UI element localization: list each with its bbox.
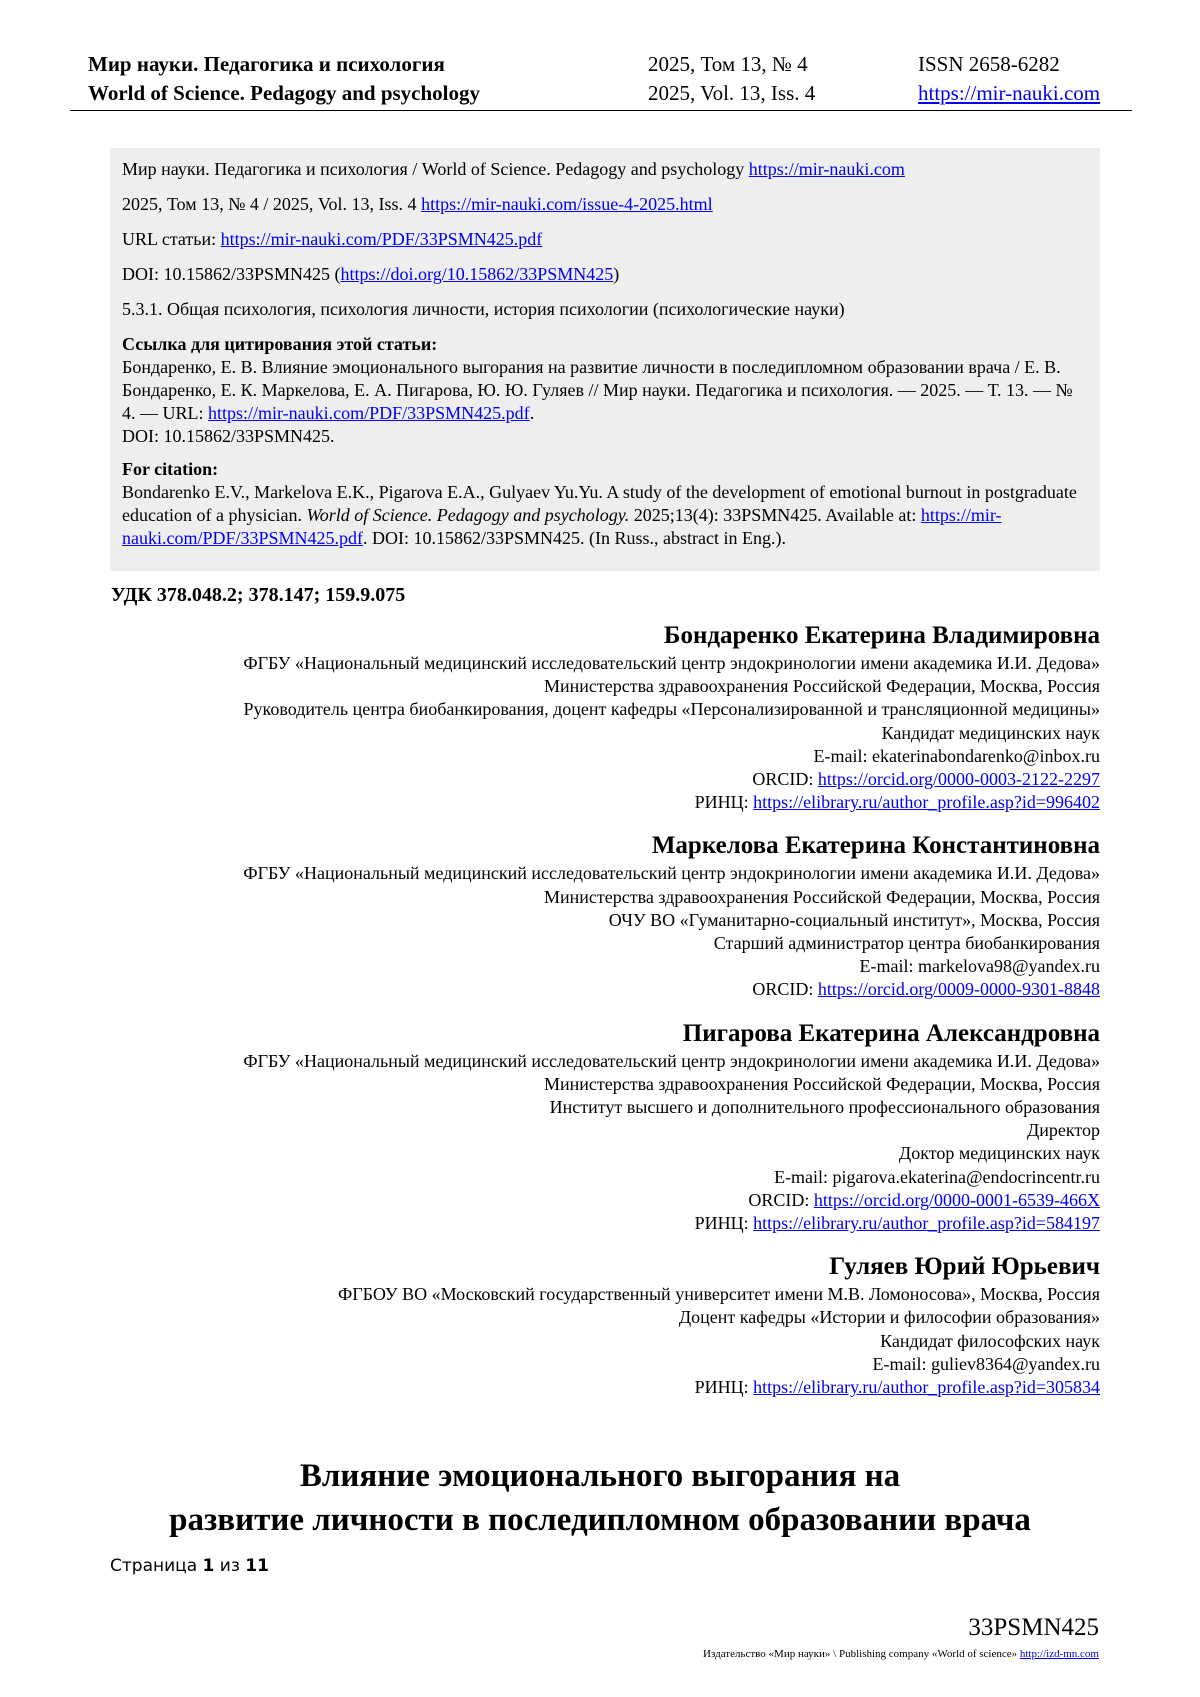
author-name: Пигарова Екатерина Александровна (682, 1019, 1100, 1047)
author-name: Гуляев Юрий Юрьевич (829, 1253, 1100, 1281)
info-issue-line: 2025, Том 13, № 4 / 2025, Vol. 13, Iss. 4 https://mir-nauki.com/issue-4-2025.html (122, 194, 713, 214)
author-bondarenko (100, 620, 1100, 814)
author-name: Бондаренко Екатерина Владимировна (663, 622, 1100, 649)
citation-ru-heading: Ссылка для цитирования этой статьи: (122, 334, 438, 354)
author-position: Директор (1026, 1120, 1100, 1141)
author-degree: Кандидат медицинских наук (881, 722, 1100, 743)
author-email: E-mail: ekaterinabondarenko@inbox.ru (813, 745, 1100, 766)
article-title-line: развитие личности в последипломном образовании врача (169, 1502, 1031, 1538)
citation-en-heading: For citation: (122, 459, 219, 479)
citation-en: For citation: Bondarenko E.V., Markelova E.K., Pigarova E.A., Gulyaev Yu.Yu. A study of the development of emotional burnout in postgraduate education of a physician. World of Science. Pedagogy and psychology. 2025;13(4): 33PSMN425. Available at: https://mir-nauki.com/PDF/33PSMN425.pdf. DOI: 10.15862/33PSMN425. (In Russ., abstract in Eng.). (122, 459, 1077, 548)
info-issue-link[interactable]: https://mir-nauki.com/issue-4-2025.html (421, 194, 713, 214)
author-email: E-mail: guliev8364@yandex.ru (872, 1353, 1100, 1374)
issue-ru: 2025, Том 13, № 4 (648, 52, 808, 76)
orcid-link[interactable]: https://orcid.org/0000-0001-6539-466X (813, 1189, 1100, 1210)
author-position: Старший администратор центра биобанкирования (713, 933, 1100, 954)
info-article-url-link[interactable]: https://mir-nauki.com/PDF/33PSMN425.pdf (220, 229, 543, 249)
author-gulyaev (100, 1251, 1100, 1399)
author-orcid: ORCID: https://orcid.org/0000-0003-2122-2297 (752, 769, 1100, 790)
info-journal-line: Мир науки. Педагогика и психология / World of Science. Pedagogy and psychology https://mir-nauki.com (122, 159, 905, 179)
author-orcid: ORCID: https://orcid.org/0009-0000-9301-8848 (752, 979, 1100, 1000)
publisher-link[interactable]: http://izd-mn.com (1019, 1648, 1099, 1660)
info-doi-line: DOI: 10.15862/33PSMN425 (https://doi.org/10.15862/33PSMN425) (122, 264, 620, 284)
journal-header (88, 50, 1128, 108)
author-position: Руководитель центра биобанкирования, доцент кафедры «Персонализированной и трансляционной медицины» (243, 699, 1100, 720)
author-rinc: РИНЦ: https://elibrary.ru/author_profile.asp?id=996402 (694, 792, 1100, 813)
author-degree: Кандидат философских наук (880, 1330, 1100, 1351)
rinc-link[interactable]: https://elibrary.ru/author_profile.asp?id=305834 (753, 1377, 1100, 1398)
issue-en: 2025, Vol. 13, Iss. 4 (648, 81, 816, 105)
orcid-link[interactable]: https://orcid.org/0000-0003-2122-2297 (817, 769, 1100, 790)
journal-site-link[interactable]: https://mir-nauki.com (918, 81, 1101, 105)
citation-en-link[interactable]: https://mir-nauki.com/PDF/33PSMN425.pdf (122, 505, 1002, 548)
journal-title-ru: Мир науки. Педагогика и психология (88, 52, 445, 76)
author-affiliation: ФГБУ «Национальный медицинский исследовательский центр эндокринологии имени академика И.И. Дедова» (243, 863, 1100, 884)
author-affiliation: ОЧУ ВО «Гуманитарно-социальный институт», Москва, Россия (608, 909, 1100, 930)
publisher-line: Издательство «Мир науки» \ Publishing company «World of science» http://izd-mn.com (703, 1648, 1099, 1660)
author-degree: Доктор медицинских наук (898, 1143, 1100, 1164)
info-url-line: URL статьи: https://mir-nauki.com/PDF/33PSMN425.pdf (122, 229, 543, 249)
author-markelova (100, 830, 1100, 1001)
author-affiliation: Министерства здравоохранения Российской Федерации, Москва, Россия (544, 886, 1100, 907)
article-title-line: Влияние эмоционального выгорания на (299, 1458, 901, 1494)
article-info-box (110, 148, 1100, 571)
orcid-link[interactable]: https://orcid.org/0009-0000-9301-8848 (817, 979, 1100, 1000)
authors-block (100, 620, 1100, 1415)
author-affiliation: Министерства здравоохранения Российской Федерации, Москва, Россия (544, 1073, 1100, 1094)
author-affiliation: Институт высшего и дополнительного профессионального образования (549, 1097, 1100, 1118)
citation-ru-link[interactable]: https://mir-nauki.com/PDF/33PSMN425.pdf (208, 403, 530, 423)
author-name: Маркелова Екатерина Константиновна (651, 832, 1100, 860)
citation-ru: Ссылка для цитирования этой статьи: Бондаренко, Е. В. Влияние эмоционального выгорания на развитие личности в последипломном образовании врача / Е. В. Бондаренко, Е. К. Маркелова, Е. А. Пигарова, Ю. Ю. Гуляев // Мир науки. Педагогика и психология. — 2025. — Т. 13. — № 4. — URL: https://mir-nauki.com/PDF/33PSMN425.pdf. DOI: 10.15862/33PSMN425. (122, 334, 1073, 446)
author-rinc: РИНЦ: https://elibrary.ru/author_profile.asp?id=584197 (694, 1213, 1100, 1234)
udk-code: УДК 378.048.2; 378.147; 159.9.075 (111, 584, 406, 606)
author-affiliation: Министерства здравоохранения Российской Федерации, Москва, Россия (544, 676, 1100, 697)
header-divider (70, 110, 1132, 111)
author-email: E-mail: pigarova.ekaterina@endocrincentr.ru (774, 1166, 1100, 1187)
author-position: Доцент кафедры «Истории и философии образования» (678, 1307, 1100, 1328)
article-code: 33PSMN425 (968, 1614, 1099, 1641)
author-affiliation: ФГБУ «Национальный медицинский исследовательский центр эндокринологии имени академика И.И. Дедова» (243, 1050, 1100, 1071)
rinc-link[interactable]: https://elibrary.ru/author_profile.asp?id=996402 (753, 792, 1100, 813)
author-affiliation: ФГБОУ ВО «Московский государственный университет имени М.В. Ломоносова», Москва, Россия (338, 1284, 1100, 1305)
author-pigarova (100, 1018, 1100, 1236)
author-orcid: ORCID: https://orcid.org/0000-0001-6539-466X (748, 1189, 1100, 1210)
author-email: E-mail: markelova98@yandex.ru (859, 956, 1100, 977)
author-affiliation: ФГБУ «Национальный медицинский исследовательский центр эндокринологии имени академика И.И. Дедова» (243, 653, 1100, 673)
info-journal-link[interactable]: https://mir-nauki.com (748, 159, 905, 179)
citation-ru-doi: DOI: 10.15862/33PSMN425. (122, 426, 335, 446)
article-title (0, 1454, 1200, 1542)
info-specialty-line: 5.3.1. Общая психология, психология личности, история психологии (психологические науки) (122, 299, 845, 319)
info-doi-link[interactable]: https://doi.org/10.15862/33PSMN425 (340, 264, 614, 284)
journal-title-en: World of Science. Pedagogy and psychology (88, 81, 481, 105)
rinc-link[interactable]: https://elibrary.ru/author_profile.asp?id=584197 (753, 1213, 1100, 1234)
issn: ISSN 2658-6282 (918, 52, 1060, 76)
author-rinc: РИНЦ: https://elibrary.ru/author_profile.asp?id=305834 (694, 1377, 1100, 1398)
page-number: Страница 1 из 11 (110, 1556, 269, 1576)
